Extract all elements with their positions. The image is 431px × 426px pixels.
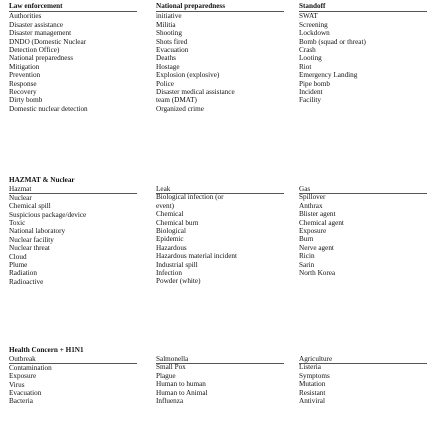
list-item: Radiation [9, 269, 37, 278]
list-item: Riot [299, 62, 312, 71]
list-item: Hazmat [9, 185, 32, 194]
list-item: Hazardous material incident [156, 252, 238, 261]
list-item: Agriculture [299, 355, 333, 363]
list-item: Powder (white) [156, 277, 201, 286]
list-item: National laboratory [9, 227, 66, 236]
list-item: Radioactive [9, 277, 44, 286]
list-item: Gas [299, 185, 311, 193]
list-item: Listeria [299, 363, 321, 372]
list-item: Evacuation [9, 389, 42, 398]
list-item: Authorities [9, 12, 42, 21]
list-item: Chemical agent [299, 218, 344, 227]
list-item: Disaster assistance [9, 20, 64, 29]
column-2 [156, 2, 284, 113]
section-header: National preparedness [156, 2, 226, 10]
list-item: Nuclear [9, 193, 32, 202]
header-rule [156, 193, 284, 194]
list-item: Bacteria [9, 397, 33, 406]
list-item: Domestic nuclear detection [9, 104, 88, 113]
list-item: Disaster management [9, 29, 72, 38]
column-3 [299, 184, 427, 277]
list-item: Bomb (squad or threat) [299, 37, 366, 46]
list-item: Salmonella [156, 355, 189, 363]
section-header: Standoff [299, 2, 326, 10]
list-item: Anthrax [299, 201, 323, 210]
list-item: Explosion (explosive) [156, 71, 220, 80]
list-item: Plague [156, 371, 176, 380]
list-item: Mitigation [9, 62, 40, 71]
list-item: Dirty bomb [9, 96, 43, 105]
header-rule [9, 363, 137, 364]
list-item: North Korea [299, 269, 336, 278]
list-item: Epidemic [156, 235, 184, 244]
list-item: Hazardous [156, 243, 187, 252]
list-item: Biological infection (or [156, 193, 224, 202]
list-item: Outbreak [9, 355, 36, 364]
list-item: Plume [9, 261, 28, 270]
list-item: Shots fired [156, 37, 188, 46]
list-item: Emergency Landing [299, 71, 358, 80]
list-item: Influenza [156, 397, 184, 406]
list-item: Pipe bomb [299, 79, 330, 88]
list-item: Exposure [299, 227, 327, 236]
list-item: Exposure [9, 372, 37, 381]
column-2 [156, 184, 284, 286]
list-item: Infection [156, 269, 182, 278]
list-item: Deaths [156, 54, 176, 63]
column-1 [9, 176, 137, 286]
list-item: Militia [156, 20, 176, 29]
header-rule [299, 363, 427, 364]
column-1 [9, 2, 137, 113]
header-rule [299, 193, 427, 194]
list-item: Recovery [9, 88, 37, 97]
header-rule [9, 11, 137, 12]
list-item: Police [156, 79, 174, 88]
list-item: Detection Office) [9, 46, 60, 55]
column-1 [9, 346, 137, 406]
list-item: Contamination [9, 363, 52, 372]
list-item: Mutation [299, 380, 326, 389]
list-item: Screening [299, 20, 328, 29]
list-item: Toxic [9, 219, 26, 228]
section-header: Law enforcement [9, 2, 63, 10]
list-item: Nuclear threat [9, 244, 50, 253]
list-item: Crash [299, 46, 316, 55]
list-item: National preparedness [9, 54, 74, 63]
list-item: Facility [299, 96, 321, 105]
list-item: Looting [299, 54, 322, 63]
list-item: Symptoms [299, 371, 330, 380]
list-item: Cloud [9, 252, 27, 261]
list-item: Chemical spill [9, 202, 51, 211]
list-item: Ricin [299, 252, 315, 261]
column-2 [156, 354, 284, 405]
list-item: Human to human [156, 380, 206, 389]
list-item: DNDO (Domestic Nuclear [9, 37, 87, 46]
list-item: Chemical burn [156, 218, 199, 227]
section-health-concern [0, 346, 431, 426]
list-item: Biological [156, 227, 186, 236]
list-item: SWAT [299, 12, 318, 21]
column-3 [299, 354, 427, 405]
list-item: Blister agent [299, 210, 336, 219]
list-item: Antiviral [299, 397, 325, 406]
section-header: Health Concern + H1N1 [9, 346, 84, 354]
list-item: Small Pox [156, 363, 186, 372]
list-item: Industrial spill [156, 260, 198, 269]
list-item: Nuclear facility [9, 235, 54, 244]
list-item: Shooting [156, 29, 182, 38]
list-item: Chemical [156, 210, 184, 219]
section-header: HAZMAT & Nuclear [9, 176, 75, 184]
list-item: Virus [9, 380, 25, 389]
list-item: Resistant [299, 388, 326, 397]
list-item: Suspicious package/device [9, 210, 87, 219]
list-item: Response [9, 79, 37, 88]
list-item: Leak [156, 185, 171, 193]
list-item: team (DMAT) [156, 96, 197, 105]
list-item: Disaster medical assistance [156, 88, 235, 97]
list-item: Burn [299, 235, 314, 244]
list-item: Nerve agent [299, 243, 334, 252]
list-item: Incident [299, 88, 323, 97]
list-item: Sarin [299, 260, 315, 269]
list-item: Hostage [156, 62, 180, 71]
header-rule [9, 193, 137, 194]
section-law-enforcement [0, 0, 431, 160]
list-item: Spillover [299, 193, 326, 202]
header-rule [156, 11, 284, 12]
list-item: Lockdown [299, 29, 330, 38]
list-item: initiative [156, 12, 182, 21]
section-hazmat-nuclear [0, 176, 431, 326]
header-rule [156, 363, 284, 364]
list-item: Organized crime [156, 104, 204, 113]
column-3 [299, 2, 427, 105]
list-item: Human to Animal [156, 388, 208, 397]
header-rule [299, 11, 427, 12]
list-item: event) [156, 201, 174, 210]
list-item: Evacuation [156, 46, 189, 55]
list-item: Prevention [9, 71, 41, 80]
